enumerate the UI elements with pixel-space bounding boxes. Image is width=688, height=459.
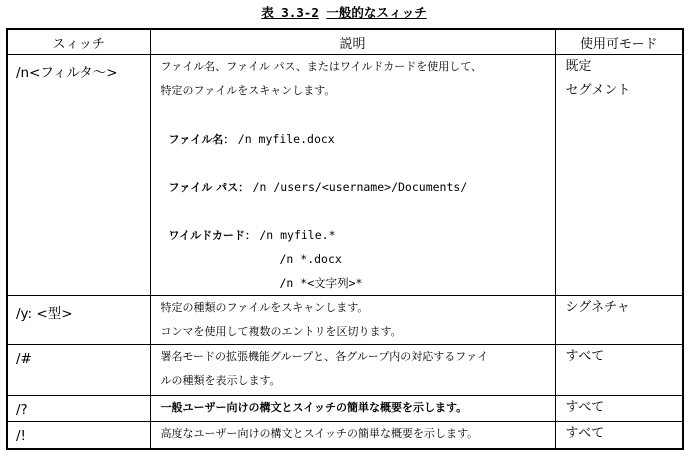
- mode-line: シグネチャ: [565, 300, 630, 315]
- mode-line: すべて: [565, 400, 605, 415]
- example-value: /n /users/<username>/Documents/: [252, 180, 468, 194]
- description-cell: [150, 55, 555, 296]
- description-cell: [150, 345, 555, 396]
- mode-cell: [555, 345, 683, 396]
- desc-line: ファイル名、ファイル パス、またはワイルドカードを使用して、: [160, 60, 483, 73]
- example-value: /n myfile.docx: [237, 132, 335, 146]
- desc-line: 一般ユーザー向けの構文とスイッチの簡単な概要を示します。: [160, 401, 468, 414]
- desc-line: 特定の種類のファイルをスキャンします。: [160, 301, 369, 314]
- example-value: /n *<文字列>*: [279, 276, 363, 290]
- description-cell: [150, 296, 555, 345]
- desc-line: 署名モードの拡張機能グループと、各グループ内の対応するファイ: [160, 350, 489, 363]
- switch-table: [6, 28, 684, 450]
- example-path: [161, 175, 555, 199]
- description-cell: [150, 422, 555, 449]
- example-value: /n myfile.*: [259, 228, 336, 242]
- mode-cell: [555, 296, 683, 345]
- example-wildcard: [161, 223, 555, 247]
- switch-cell: /#: [7, 345, 150, 396]
- mode-line: セグメント: [565, 83, 631, 98]
- table-row: [7, 345, 683, 396]
- mode-cell: [555, 55, 683, 296]
- header-row: [7, 29, 683, 55]
- switch-cell: /!: [7, 422, 150, 449]
- table-row: [7, 55, 683, 296]
- header-mode: 使用可モード: [555, 29, 683, 55]
- switch-cell: /?: [7, 396, 150, 422]
- example-label: ファイル名：: [168, 133, 235, 146]
- mode-line: すべて: [565, 426, 605, 441]
- mode-line: 既定: [565, 59, 592, 74]
- example-filename: [161, 127, 555, 151]
- description-cell: [150, 396, 555, 422]
- example-label: ファイル パス：: [168, 181, 250, 194]
- desc-line: 高度なユーザー向けの構文とスイッチの簡単な概要を示します。: [160, 427, 479, 440]
- mode-cell: [555, 422, 683, 449]
- desc-line: 特定のファイルをスキャンします。: [160, 84, 336, 97]
- header-switch: スィッチ: [7, 29, 150, 55]
- switch-cell: /y: <型>: [7, 296, 150, 345]
- desc-line: コンマを使用して複数のエントリを区切ります。: [160, 325, 402, 338]
- caption-title: 一般的なスィッチ: [326, 5, 427, 20]
- switch-cell: /n<フィルタ～>: [7, 55, 150, 296]
- table-row: [7, 422, 683, 449]
- table-caption: [0, 3, 688, 21]
- example-value: /n *.docx: [279, 252, 342, 266]
- mode-cell: [555, 396, 683, 422]
- caption-number: 表 3.3-2: [261, 5, 319, 20]
- table-row: [7, 296, 683, 345]
- example-label: ワイルドカード：: [168, 229, 256, 242]
- desc-line: ルの種類を表示します。: [160, 374, 281, 387]
- table-row: [7, 396, 683, 422]
- mode-line: すべて: [565, 349, 605, 364]
- header-description: 説明: [150, 29, 555, 55]
